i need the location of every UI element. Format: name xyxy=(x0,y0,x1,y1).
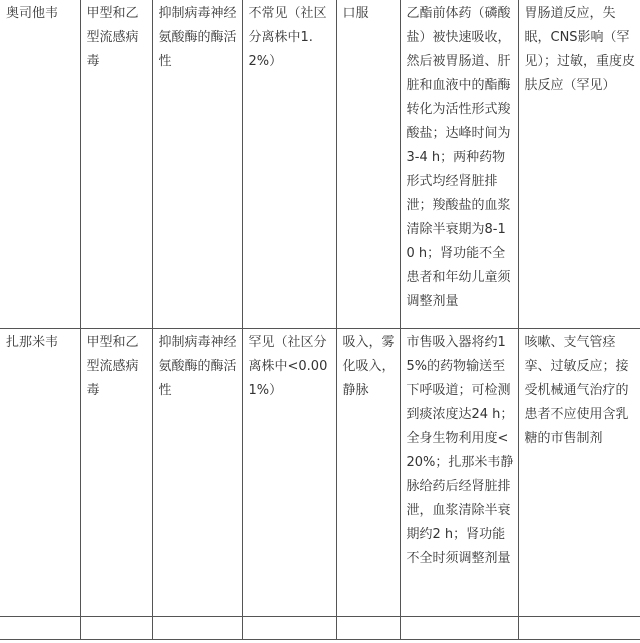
empty-cell xyxy=(152,617,242,640)
drug-name: 扎那米韦 xyxy=(6,335,59,350)
empty-cell xyxy=(400,617,518,640)
resistance-text: 罕见（社区分离株中<0.001%） xyxy=(248,335,328,398)
pharmacokinetics-cell xyxy=(400,0,518,329)
empty-cell xyxy=(80,617,152,640)
mechanism-cell xyxy=(152,0,242,329)
empty-cell xyxy=(336,617,400,640)
indication-text: 甲型和乙型流感病毒 xyxy=(86,335,139,398)
empty-cell xyxy=(518,617,640,640)
mechanism-text: 抑制病毒神经氨酸酶的酶活性 xyxy=(158,6,237,69)
indication-cell xyxy=(80,0,152,329)
pharmacokinetics-text: 乙酯前体药（磷酸盐）被快速吸收，然后被胃肠道、肝脏和血液中的酯酶转化为活性形式羧酸盐；达峰时间为3-4 h；两种药物形式均经肾脏排泄；羧酸盐的血浆清除半衰期为8-10 h；肾功能不全患者和年幼儿童须调整剂量 xyxy=(406,6,511,309)
indication-cell xyxy=(80,329,152,617)
route-cell xyxy=(336,329,400,617)
adverse-effects-text: 胃肠道反应，失眠，CNS影响（罕见）；过敏，重度皮肤反应（罕见） xyxy=(524,6,636,93)
drug-name-cell xyxy=(0,0,80,329)
empty-cell xyxy=(242,617,336,640)
table-row xyxy=(0,329,640,617)
route-text: 吸入，雾化吸入，静脉 xyxy=(342,335,395,398)
drug-name-cell xyxy=(0,329,80,617)
resistance-text: 不常见（社区分离株中1.2%） xyxy=(248,6,327,69)
empty-cell xyxy=(0,617,80,640)
route-text: 口服 xyxy=(342,6,369,21)
table-row xyxy=(0,617,640,640)
resistance-cell xyxy=(242,0,336,329)
drug-name: 奥司他韦 xyxy=(6,6,59,21)
pharmacokinetics-cell xyxy=(400,329,518,617)
indication-text: 甲型和乙型流感病毒 xyxy=(86,6,139,69)
adverse-effects-cell xyxy=(518,0,640,329)
mechanism-text: 抑制病毒神经氨酸酶的酶活性 xyxy=(158,335,237,398)
resistance-cell xyxy=(242,329,336,617)
pharmacokinetics-text: 市售吸入器将约15%的药物输送至下呼吸道；可检测到痰浓度达24 h；全身生物利用度<20%；扎那米韦静脉给药后经肾脏排泄，血浆清除半衰期约2 h；肾功能不全时须调整剂量 xyxy=(406,335,514,566)
adverse-effects-text: 咳嗽、支气管痉挛、过敏反应；接受机械通气治疗的患者不应使用含乳糖的市售制剂 xyxy=(524,335,629,446)
route-cell xyxy=(336,0,400,329)
mechanism-cell xyxy=(152,329,242,617)
adverse-effects-cell xyxy=(518,329,640,617)
